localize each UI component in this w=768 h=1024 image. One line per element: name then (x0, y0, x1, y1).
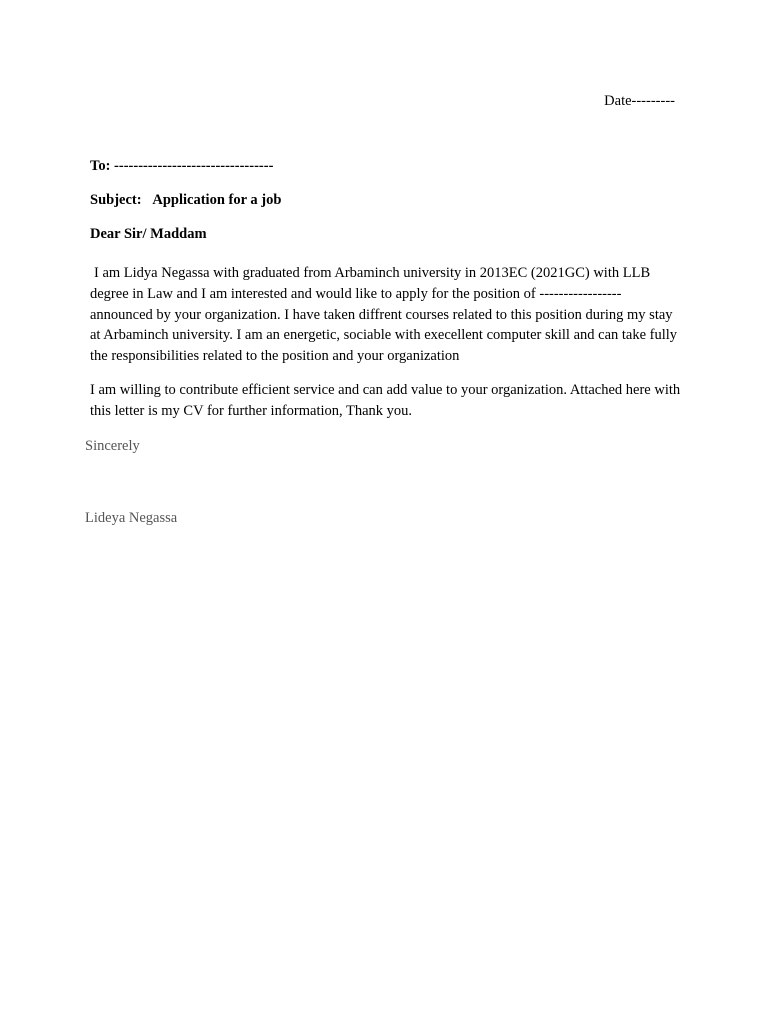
body-paragraph-1: I am Lidya Negassa with graduated from Arbaminch university in 2013EC (2021GC) with LLB degree in Law and I am interested and would like to apply for the position of ----------------- announced by your organization. I have taken diffrent courses related to this position during my stay at Arbaminch university. I am an energetic, sociable with execellent computer skill and can take fully the responsibilities related to the position and your organization (90, 265, 678, 365)
salutation: Dear Sir/ Maddam (90, 226, 207, 242)
body-paragraph-2: I am willing to contribute efficient service and can add value to your organization. Attached here with this letter is my CV for further information, Thank you. (90, 381, 681, 419)
signature-name: Lideya Negassa (85, 510, 178, 526)
subject-value: Application for a job (152, 192, 282, 208)
date-line: Date--------- (604, 93, 675, 109)
letter-body (90, 157, 682, 435)
to-label: To: (90, 158, 111, 174)
recipient-line (90, 157, 682, 175)
subject-line (90, 191, 682, 209)
closing-sincerely: Sincerely (85, 438, 140, 454)
to-value: --------------------------------- (114, 158, 274, 174)
subject-label: Subject: (90, 192, 142, 208)
